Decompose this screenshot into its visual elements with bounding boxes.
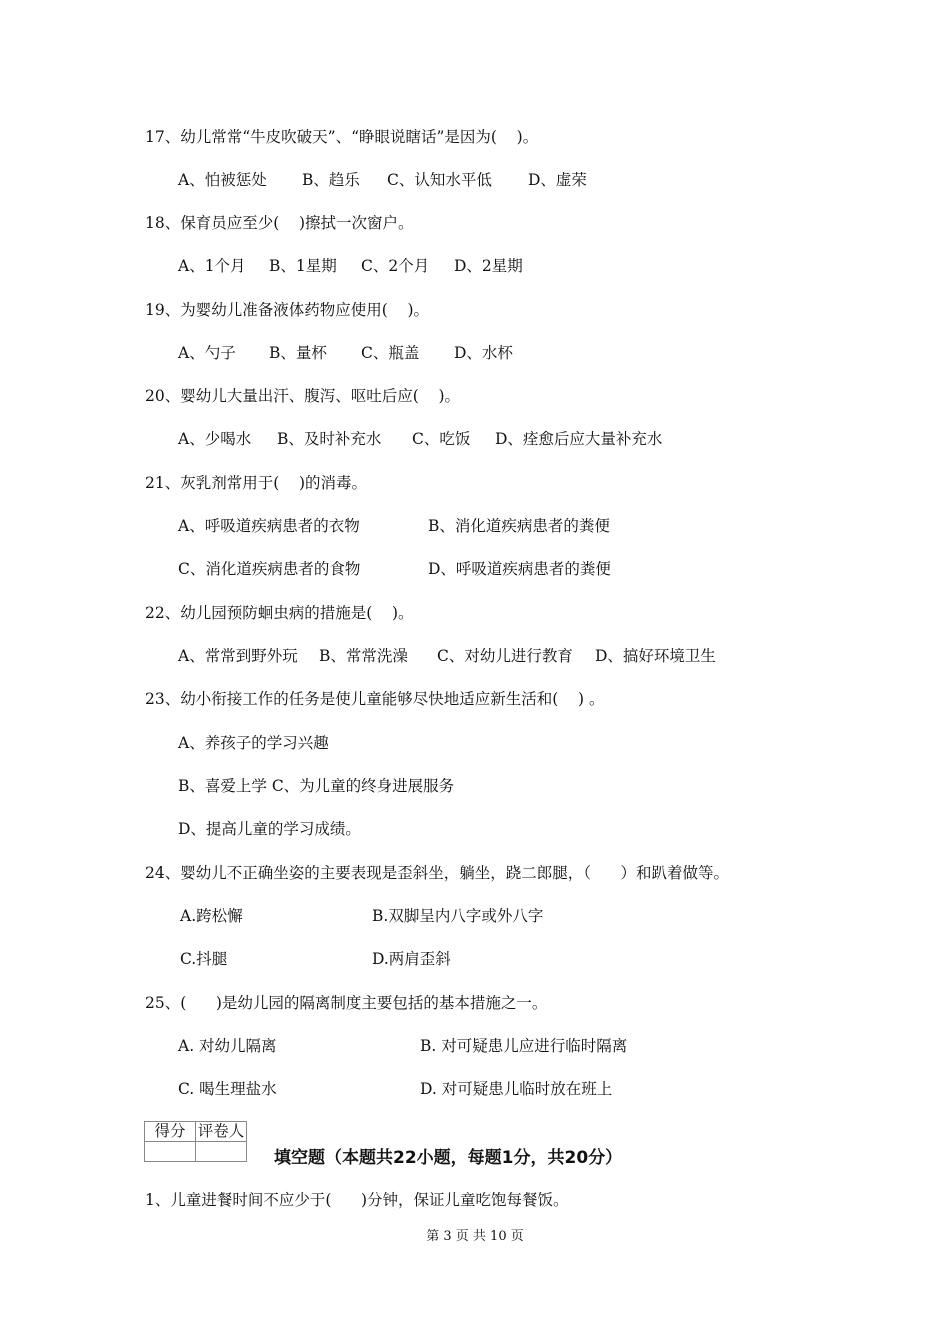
score-cell <box>145 1142 196 1162</box>
option-21d: D、呼吸道疾病患者的粪便 <box>428 560 611 578</box>
question-24: 24、婴幼儿不正确坐姿的主要表现是歪斜坐，躺坐，跷二郎腿，（ ）和趴着做等。 <box>145 864 730 882</box>
option-17b: B、趋乐 <box>302 171 360 189</box>
option-18b: B、1星期 <box>269 257 337 275</box>
option-21c: C、消化道疾病患者的食物 <box>178 560 361 578</box>
question-17: 17、幼儿常常“牛皮吹破天”、“睁眼说瞎话”是因为( )。 <box>145 128 539 146</box>
option-18a: A、1个月 <box>178 257 246 275</box>
option-22a: A、常常到野外玩 <box>178 647 298 665</box>
section-title: 填空题（本题共22小题，每题1分，共20分） <box>274 1148 623 1168</box>
question-22: 22、幼儿园预防蛔虫病的措施是( )。 <box>145 604 414 622</box>
question-25: 25、( )是幼儿园的隔离制度主要包括的基本措施之一。 <box>145 994 548 1012</box>
option-25a: A. 对幼儿隔离 <box>178 1037 277 1055</box>
option-20c: C、吃饭 <box>412 430 471 448</box>
option-24d: D.两肩歪斜 <box>372 950 451 968</box>
question-18: 18、保育员应至少( )擦拭一次窗户。 <box>145 214 414 232</box>
page-footer: 第 3 页 共 10 页 <box>426 1229 524 1244</box>
option-19d: D、水杯 <box>454 344 513 362</box>
question-19: 19、为婴幼儿准备液体药物应使用( )。 <box>145 301 430 319</box>
option-20b: B、及时补充水 <box>277 430 382 448</box>
option-22d: D、搞好环境卫生 <box>595 647 716 665</box>
question-23: 23、幼小衔接工作的任务是使儿童能够尽快地适应新生活和( ) 。 <box>145 690 605 708</box>
grader-header: 评卷人 <box>196 1122 247 1142</box>
option-23bc: B、喜爱上学 C、为儿童的终身进展服务 <box>178 777 455 795</box>
option-20d: D、痊愈后应大量补充水 <box>495 430 663 448</box>
option-23d: D、提高儿童的学习成绩。 <box>178 820 361 838</box>
option-24b: B.双脚呈内八字或外八字 <box>372 907 544 925</box>
score-header: 得分 <box>145 1122 196 1142</box>
question-20: 20、婴幼儿大量出汗、腹泻、呕吐后应( )。 <box>145 387 461 405</box>
option-24a: A.跨松懈 <box>180 907 243 925</box>
option-21b: B、消化道疾病患者的粪便 <box>428 517 610 535</box>
question-21: 21、灰乳剂常用于( )的消毒。 <box>145 474 368 492</box>
score-box <box>144 1121 247 1162</box>
option-22b: B、常常洗澡 <box>319 647 408 665</box>
option-21a: A、呼吸道疾病患者的衣物 <box>178 517 360 535</box>
option-25d: D. 对可疑患儿临时放在班上 <box>420 1080 613 1098</box>
option-17c: C、认知水平低 <box>387 171 492 189</box>
option-19a: A、勺子 <box>178 344 236 362</box>
option-18d: D、2星期 <box>454 257 523 275</box>
option-25b: B. 对可疑患儿应进行临时隔离 <box>420 1037 628 1055</box>
grader-cell <box>196 1142 247 1162</box>
option-24c: C.抖腿 <box>180 950 228 968</box>
option-19b: B、量杯 <box>269 344 327 362</box>
option-23a: A、养孩子的学习兴趣 <box>178 734 329 752</box>
option-17a: A、怕被惩处 <box>178 171 267 189</box>
fill-question-1: 1、儿童进餐时间不应少于( )分钟，保证儿童吃饱每餐饭。 <box>145 1191 569 1209</box>
option-22c: C、对幼儿进行教育 <box>437 647 573 665</box>
option-20a: A、少喝水 <box>178 430 252 448</box>
option-25c: C. 喝生理盐水 <box>178 1080 277 1098</box>
option-18c: C、2个月 <box>361 257 430 275</box>
option-19c: C、瓶盖 <box>361 344 420 362</box>
option-17d: D、虚荣 <box>528 171 587 189</box>
